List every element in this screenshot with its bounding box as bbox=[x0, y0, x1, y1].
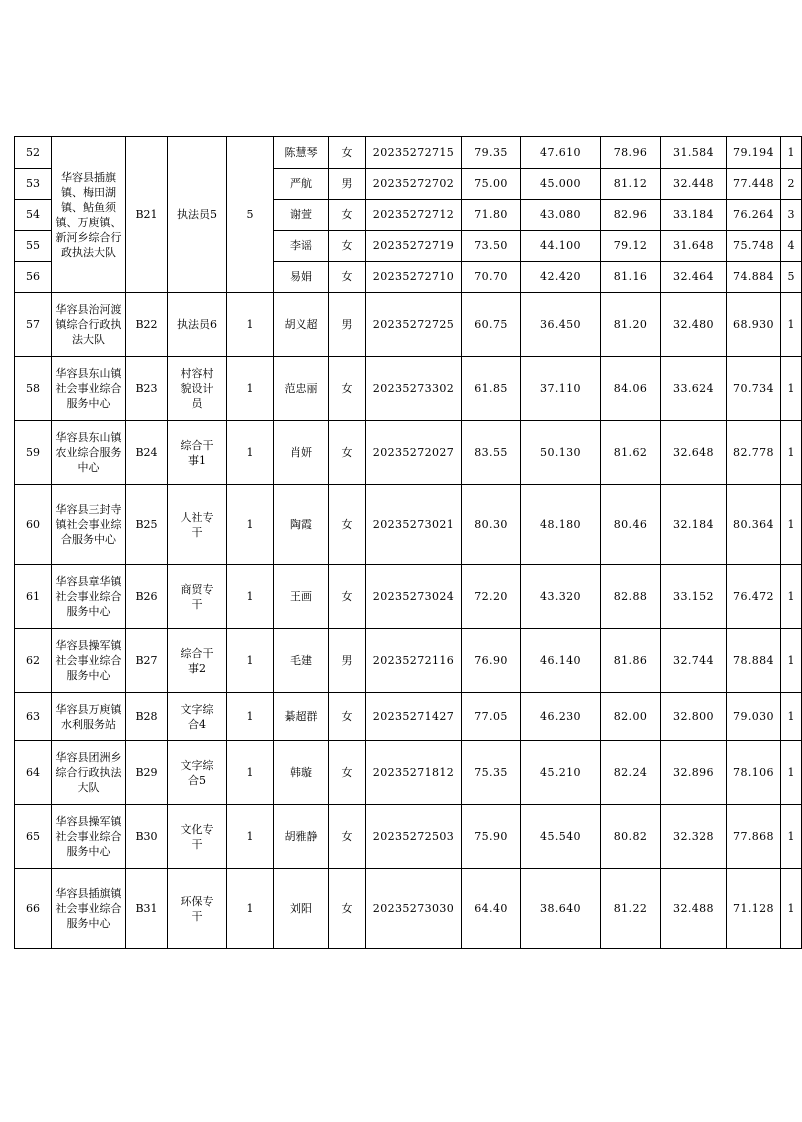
interview-score: 82.00 bbox=[601, 693, 661, 741]
post-code: B26 bbox=[126, 565, 168, 629]
rank: 1 bbox=[781, 137, 802, 169]
written-score: 75.35 bbox=[462, 741, 521, 805]
post-code: B27 bbox=[126, 629, 168, 693]
candidate-name: 严航 bbox=[274, 169, 329, 200]
total-score: 80.364 bbox=[727, 485, 781, 565]
row-number: 54 bbox=[15, 200, 52, 231]
candidate-name: 胡雅静 bbox=[274, 805, 329, 869]
rank: 1 bbox=[781, 805, 802, 869]
gender: 女 bbox=[329, 869, 366, 949]
post-name: 综合干事1 bbox=[168, 421, 227, 485]
interview-weighted: 33.624 bbox=[661, 357, 727, 421]
candidate-name: 陈慧琴 bbox=[274, 137, 329, 169]
written-weighted: 46.140 bbox=[521, 629, 601, 693]
written-weighted: 45.210 bbox=[521, 741, 601, 805]
ticket-number: 20235273021 bbox=[366, 485, 462, 565]
interview-score: 80.46 bbox=[601, 485, 661, 565]
row-number: 52 bbox=[15, 137, 52, 169]
interview-weighted: 32.488 bbox=[661, 869, 727, 949]
unit-name: 华容县章华镇社会事业综合服务中心 bbox=[52, 565, 126, 629]
unit-name: 华容县万庾镇水利服务站 bbox=[52, 693, 126, 741]
candidate-name: 毛建 bbox=[274, 629, 329, 693]
candidate-name: 肖妍 bbox=[274, 421, 329, 485]
candidate-name: 刘阳 bbox=[274, 869, 329, 949]
ticket-number: 20235272710 bbox=[366, 262, 462, 293]
gender: 女 bbox=[329, 741, 366, 805]
total-score: 68.930 bbox=[727, 293, 781, 357]
table-row bbox=[15, 357, 802, 421]
ticket-number: 20235272719 bbox=[366, 231, 462, 262]
row-number: 58 bbox=[15, 357, 52, 421]
rank: 1 bbox=[781, 421, 802, 485]
interview-weighted: 31.584 bbox=[661, 137, 727, 169]
ticket-number: 20235272715 bbox=[366, 137, 462, 169]
row-number: 59 bbox=[15, 421, 52, 485]
written-weighted: 47.610 bbox=[521, 137, 601, 169]
table-row bbox=[15, 565, 802, 629]
hire-count: 1 bbox=[227, 741, 274, 805]
written-score: 73.50 bbox=[462, 231, 521, 262]
candidate-name: 范忠丽 bbox=[274, 357, 329, 421]
row-number: 55 bbox=[15, 231, 52, 262]
hire-count: 1 bbox=[227, 421, 274, 485]
interview-weighted: 32.648 bbox=[661, 421, 727, 485]
gender: 女 bbox=[329, 137, 366, 169]
rank: 1 bbox=[781, 693, 802, 741]
interview-score: 81.86 bbox=[601, 629, 661, 693]
written-score: 61.85 bbox=[462, 357, 521, 421]
total-score: 82.778 bbox=[727, 421, 781, 485]
candidate-name: 陶霞 bbox=[274, 485, 329, 565]
post-name: 环保专干 bbox=[168, 869, 227, 949]
written-weighted: 43.080 bbox=[521, 200, 601, 231]
interview-weighted: 32.744 bbox=[661, 629, 727, 693]
hire-count: 1 bbox=[227, 293, 274, 357]
interview-score: 80.82 bbox=[601, 805, 661, 869]
interview-weighted: 33.184 bbox=[661, 200, 727, 231]
post-name: 商贸专干 bbox=[168, 565, 227, 629]
written-weighted: 45.000 bbox=[521, 169, 601, 200]
total-score: 78.884 bbox=[727, 629, 781, 693]
hire-count: 5 bbox=[227, 137, 274, 293]
total-score: 70.734 bbox=[727, 357, 781, 421]
row-number: 66 bbox=[15, 869, 52, 949]
interview-score: 82.96 bbox=[601, 200, 661, 231]
post-name: 文字综合5 bbox=[168, 741, 227, 805]
rank: 1 bbox=[781, 485, 802, 565]
post-code: B21 bbox=[126, 137, 168, 293]
table-row bbox=[15, 421, 802, 485]
unit-name: 华容县插旗镇、梅田湖镇、鲇鱼须镇、万庾镇、新河乡综合行政执法大队 bbox=[52, 137, 126, 293]
interview-score: 81.20 bbox=[601, 293, 661, 357]
interview-score: 82.88 bbox=[601, 565, 661, 629]
ticket-number: 20235273024 bbox=[366, 565, 462, 629]
gender: 女 bbox=[329, 693, 366, 741]
gender: 女 bbox=[329, 231, 366, 262]
row-number: 57 bbox=[15, 293, 52, 357]
row-number: 62 bbox=[15, 629, 52, 693]
hire-count: 1 bbox=[227, 629, 274, 693]
written-weighted: 50.130 bbox=[521, 421, 601, 485]
gender: 女 bbox=[329, 262, 366, 293]
post-name: 人社专干 bbox=[168, 485, 227, 565]
candidate-name: 谢萱 bbox=[274, 200, 329, 231]
interview-weighted: 32.480 bbox=[661, 293, 727, 357]
interview-score: 82.24 bbox=[601, 741, 661, 805]
gender: 女 bbox=[329, 200, 366, 231]
total-score: 77.448 bbox=[727, 169, 781, 200]
written-score: 70.70 bbox=[462, 262, 521, 293]
ticket-number: 20235273030 bbox=[366, 869, 462, 949]
total-score: 75.748 bbox=[727, 231, 781, 262]
post-code: B22 bbox=[126, 293, 168, 357]
unit-name: 华容县操军镇社会事业综合服务中心 bbox=[52, 805, 126, 869]
interview-weighted: 33.152 bbox=[661, 565, 727, 629]
candidate-name: 李谣 bbox=[274, 231, 329, 262]
written-weighted: 38.640 bbox=[521, 869, 601, 949]
interview-score: 81.62 bbox=[601, 421, 661, 485]
unit-name: 华容县三封寺镇社会事业综合服务中心 bbox=[52, 485, 126, 565]
hire-count: 1 bbox=[227, 869, 274, 949]
unit-name: 华容县治河渡镇综合行政执法大队 bbox=[52, 293, 126, 357]
ticket-number: 20235272712 bbox=[366, 200, 462, 231]
unit-name: 华容县团洲乡综合行政执法大队 bbox=[52, 741, 126, 805]
table-row bbox=[15, 629, 802, 693]
written-weighted: 43.320 bbox=[521, 565, 601, 629]
total-score: 78.106 bbox=[727, 741, 781, 805]
gender: 男 bbox=[329, 169, 366, 200]
table-row bbox=[15, 741, 802, 805]
interview-score: 81.22 bbox=[601, 869, 661, 949]
written-score: 75.90 bbox=[462, 805, 521, 869]
rank: 1 bbox=[781, 357, 802, 421]
written-weighted: 42.420 bbox=[521, 262, 601, 293]
gender: 女 bbox=[329, 565, 366, 629]
table-body bbox=[15, 137, 802, 949]
gender: 男 bbox=[329, 293, 366, 357]
written-score: 75.00 bbox=[462, 169, 521, 200]
post-code: B24 bbox=[126, 421, 168, 485]
gender: 男 bbox=[329, 629, 366, 693]
ticket-number: 20235273302 bbox=[366, 357, 462, 421]
table-row bbox=[15, 693, 802, 741]
total-score: 77.868 bbox=[727, 805, 781, 869]
written-weighted: 44.100 bbox=[521, 231, 601, 262]
interview-weighted: 32.800 bbox=[661, 693, 727, 741]
rank: 4 bbox=[781, 231, 802, 262]
row-number: 64 bbox=[15, 741, 52, 805]
ticket-number: 20235272116 bbox=[366, 629, 462, 693]
row-number: 53 bbox=[15, 169, 52, 200]
gender: 女 bbox=[329, 805, 366, 869]
post-name: 文化专干 bbox=[168, 805, 227, 869]
ticket-number: 20235272503 bbox=[366, 805, 462, 869]
written-weighted: 46.230 bbox=[521, 693, 601, 741]
unit-name: 华容县插旗镇社会事业综合服务中心 bbox=[52, 869, 126, 949]
row-number: 65 bbox=[15, 805, 52, 869]
interview-weighted: 31.648 bbox=[661, 231, 727, 262]
post-code: B30 bbox=[126, 805, 168, 869]
hire-count: 1 bbox=[227, 805, 274, 869]
table-row bbox=[15, 293, 802, 357]
interview-weighted: 32.184 bbox=[661, 485, 727, 565]
post-code: B31 bbox=[126, 869, 168, 949]
gender: 女 bbox=[329, 421, 366, 485]
table-row bbox=[15, 485, 802, 565]
written-weighted: 36.450 bbox=[521, 293, 601, 357]
rank: 1 bbox=[781, 629, 802, 693]
unit-name: 华容县东山镇农业综合服务中心 bbox=[52, 421, 126, 485]
candidate-name: 韩璇 bbox=[274, 741, 329, 805]
interview-score: 81.16 bbox=[601, 262, 661, 293]
candidate-name: 胡义超 bbox=[274, 293, 329, 357]
candidate-name: 易娟 bbox=[274, 262, 329, 293]
total-score: 76.264 bbox=[727, 200, 781, 231]
post-name: 村容村貌设计员 bbox=[168, 357, 227, 421]
candidate-name: 綦超群 bbox=[274, 693, 329, 741]
written-score: 72.20 bbox=[462, 565, 521, 629]
post-name: 文字综合4 bbox=[168, 693, 227, 741]
candidate-name: 王画 bbox=[274, 565, 329, 629]
interview-score: 79.12 bbox=[601, 231, 661, 262]
post-code: B25 bbox=[126, 485, 168, 565]
interview-score: 84.06 bbox=[601, 357, 661, 421]
written-weighted: 48.180 bbox=[521, 485, 601, 565]
ticket-number: 20235271812 bbox=[366, 741, 462, 805]
row-number: 61 bbox=[15, 565, 52, 629]
written-score: 64.40 bbox=[462, 869, 521, 949]
hire-count: 1 bbox=[227, 693, 274, 741]
interview-score: 78.96 bbox=[601, 137, 661, 169]
row-number: 56 bbox=[15, 262, 52, 293]
total-score: 79.030 bbox=[727, 693, 781, 741]
unit-name: 华容县操军镇社会事业综合服务中心 bbox=[52, 629, 126, 693]
rank: 1 bbox=[781, 869, 802, 949]
ticket-number: 20235272725 bbox=[366, 293, 462, 357]
rank: 3 bbox=[781, 200, 802, 231]
gender: 女 bbox=[329, 485, 366, 565]
written-score: 83.55 bbox=[462, 421, 521, 485]
interview-weighted: 32.896 bbox=[661, 741, 727, 805]
written-weighted: 37.110 bbox=[521, 357, 601, 421]
written-score: 76.90 bbox=[462, 629, 521, 693]
table-row bbox=[15, 869, 802, 949]
row-number: 63 bbox=[15, 693, 52, 741]
total-score: 76.472 bbox=[727, 565, 781, 629]
rank: 1 bbox=[781, 741, 802, 805]
hire-count: 1 bbox=[227, 565, 274, 629]
interview-weighted: 32.328 bbox=[661, 805, 727, 869]
ticket-number: 20235272027 bbox=[366, 421, 462, 485]
post-name: 综合干事2 bbox=[168, 629, 227, 693]
gender: 女 bbox=[329, 357, 366, 421]
written-weighted: 45.540 bbox=[521, 805, 601, 869]
row-number: 60 bbox=[15, 485, 52, 565]
interview-weighted: 32.448 bbox=[661, 169, 727, 200]
rank: 1 bbox=[781, 293, 802, 357]
post-name: 执法员6 bbox=[168, 293, 227, 357]
table-row bbox=[15, 137, 802, 169]
rank: 2 bbox=[781, 169, 802, 200]
post-name: 执法员5 bbox=[168, 137, 227, 293]
total-score: 71.128 bbox=[727, 869, 781, 949]
written-score: 79.35 bbox=[462, 137, 521, 169]
written-score: 80.30 bbox=[462, 485, 521, 565]
table-row bbox=[15, 805, 802, 869]
written-score: 71.80 bbox=[462, 200, 521, 231]
post-code: B23 bbox=[126, 357, 168, 421]
ticket-number: 20235272702 bbox=[366, 169, 462, 200]
interview-weighted: 32.464 bbox=[661, 262, 727, 293]
hire-count: 1 bbox=[227, 485, 274, 565]
post-code: B29 bbox=[126, 741, 168, 805]
total-score: 74.884 bbox=[727, 262, 781, 293]
ticket-number: 20235271427 bbox=[366, 693, 462, 741]
post-code: B28 bbox=[126, 693, 168, 741]
rank: 5 bbox=[781, 262, 802, 293]
total-score: 79.194 bbox=[727, 137, 781, 169]
written-score: 77.05 bbox=[462, 693, 521, 741]
unit-name: 华容县东山镇社会事业综合服务中心 bbox=[52, 357, 126, 421]
written-score: 60.75 bbox=[462, 293, 521, 357]
rank: 1 bbox=[781, 565, 802, 629]
interview-score: 81.12 bbox=[601, 169, 661, 200]
hire-count: 1 bbox=[227, 357, 274, 421]
results-table bbox=[14, 136, 802, 949]
